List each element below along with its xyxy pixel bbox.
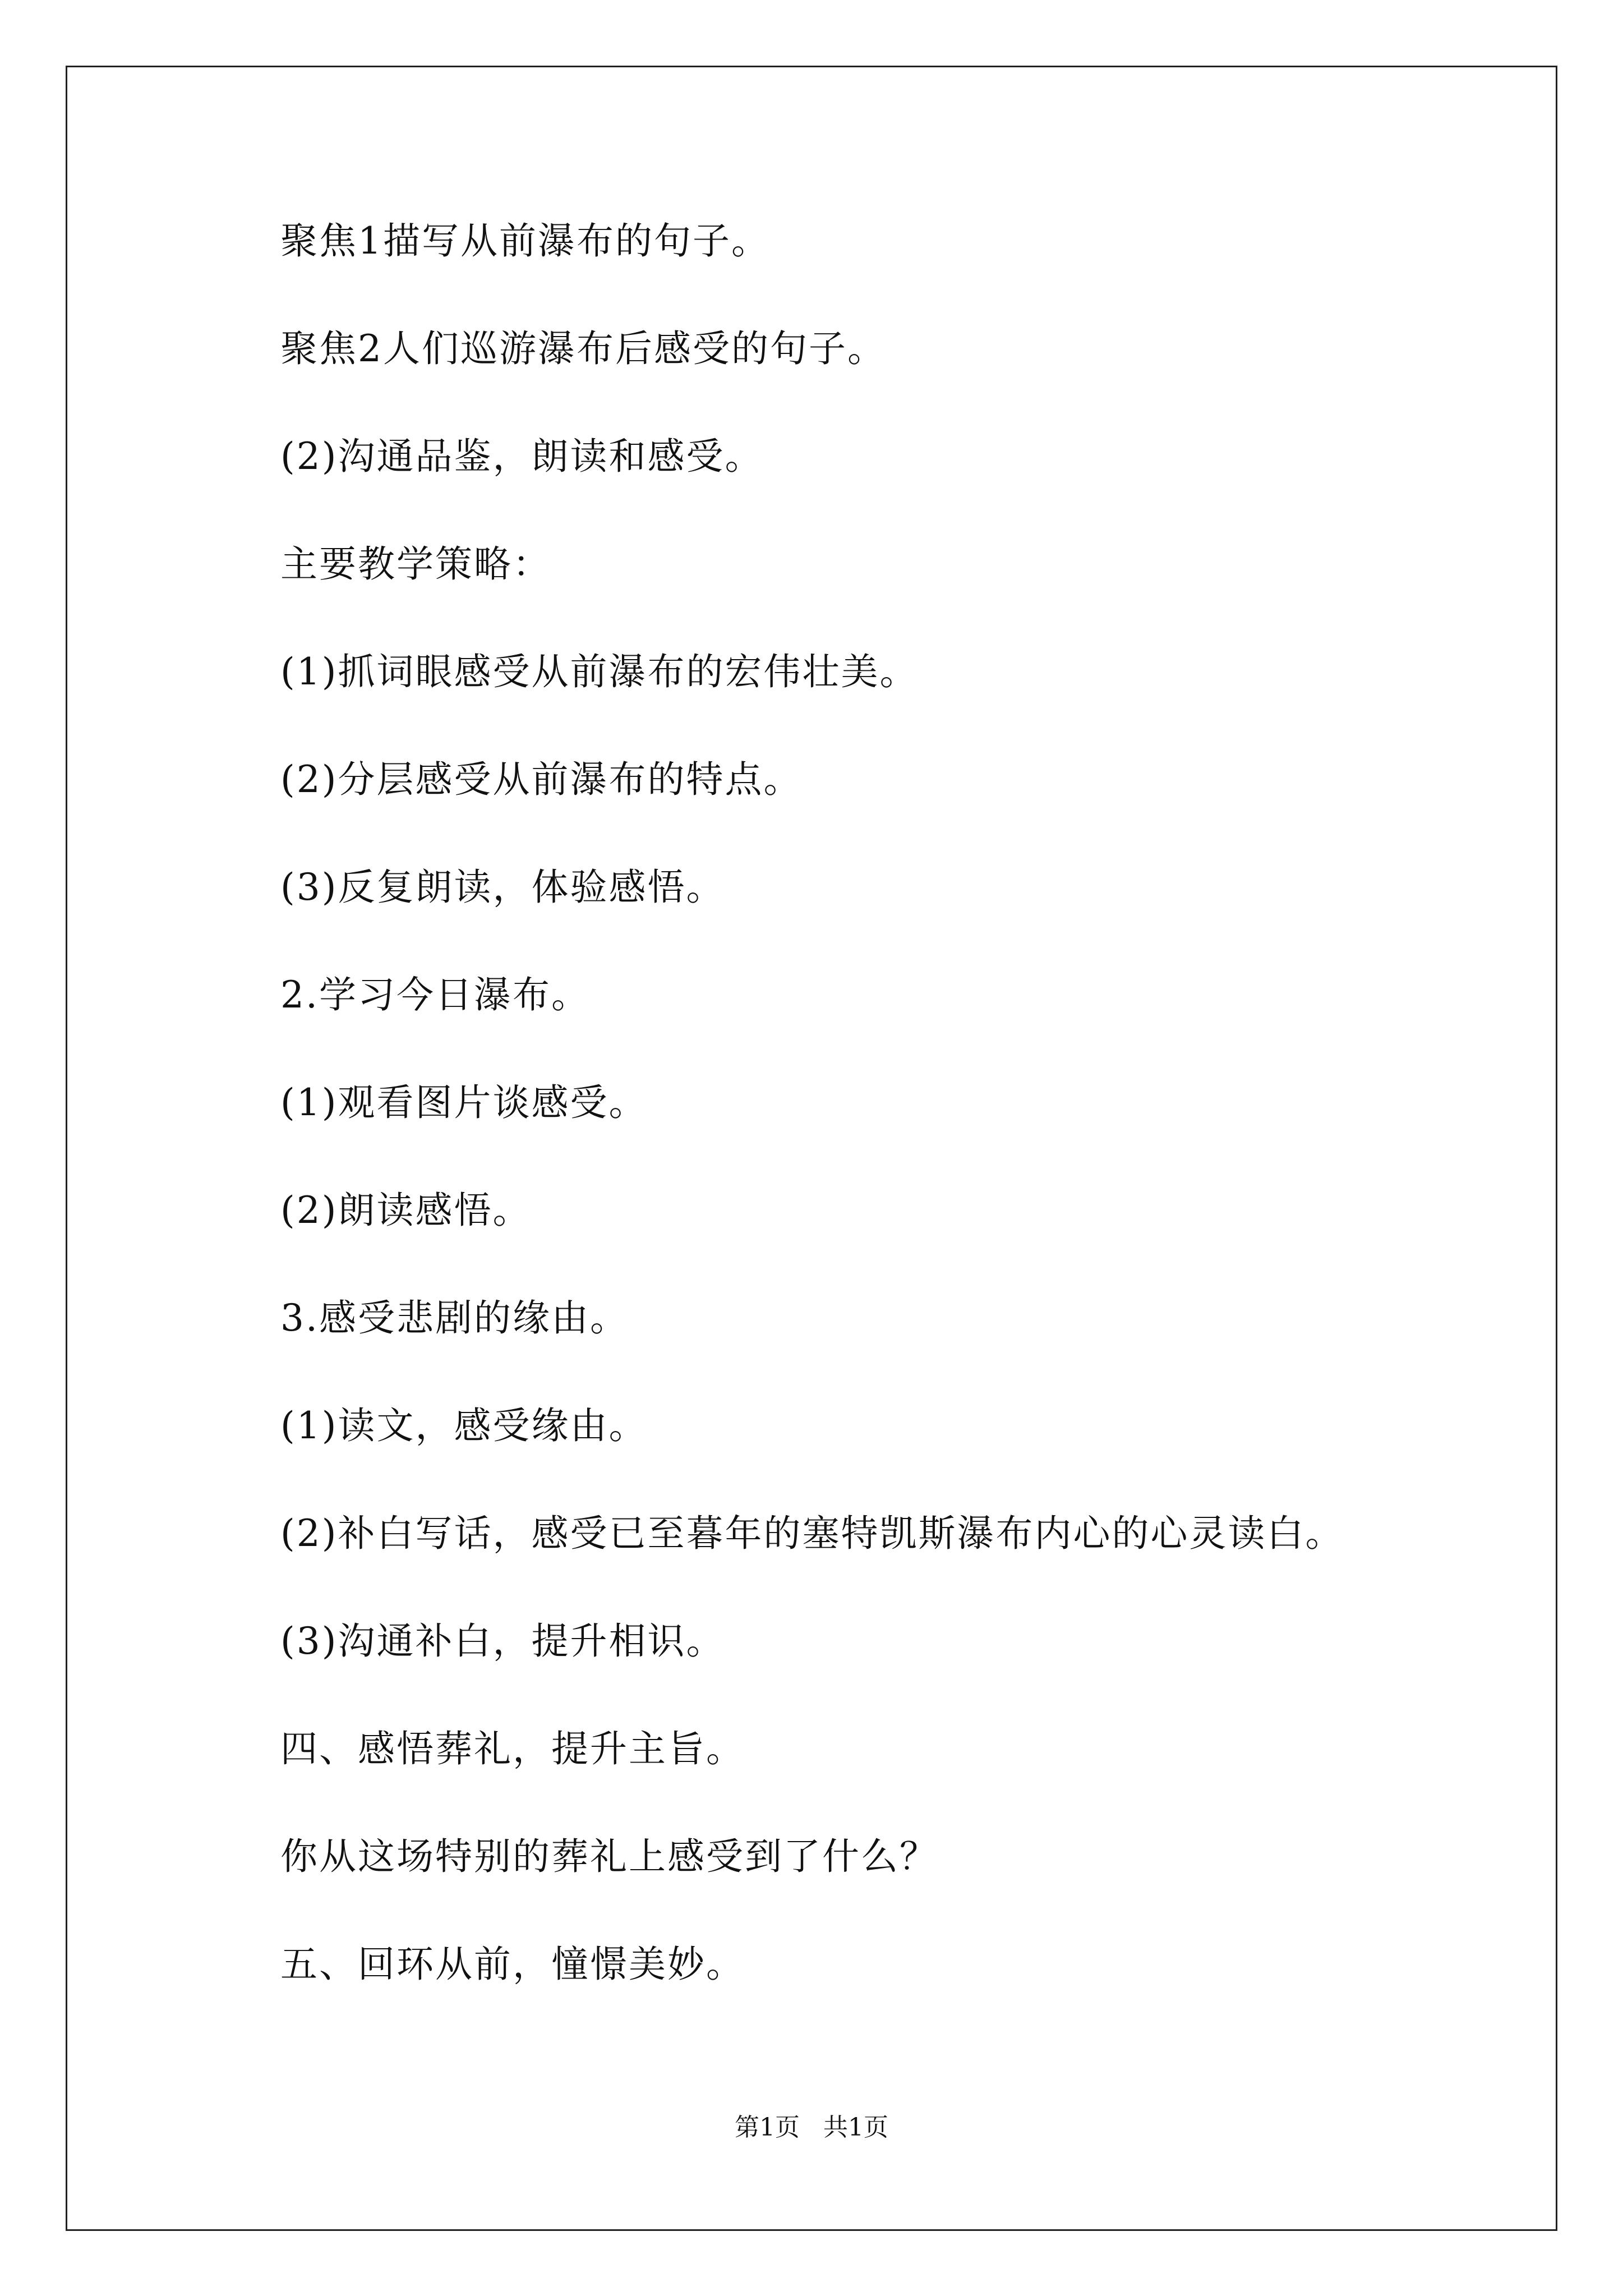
text-line: (3)反复朗读，体验感悟。 [280, 866, 725, 909]
page-number-footer: 第1页 共1页 [735, 2113, 888, 2142]
section-heading: 主要教学策略： [280, 542, 551, 586]
document-body [280, 219, 1514, 2050]
section-heading: 3.感受悲剧的缘由。 [280, 1296, 629, 1340]
text-line: (1)观看图片谈感受。 [280, 1081, 648, 1124]
section-heading: 四、感悟葬礼，提升主旨。 [280, 1727, 745, 1770]
text-line: (1)读文，感受缘由。 [280, 1404, 648, 1447]
text-line: (1)抓词眼感受从前瀑布的宏伟壮美。 [280, 650, 919, 693]
section-heading: 五、回环从前，憧憬美妙。 [280, 1943, 745, 1986]
text-line: 聚焦1描写从前瀑布的句子。 [280, 219, 770, 263]
text-line: 聚焦2人们巡游瀑布后感受的句子。 [280, 327, 886, 370]
text-line: (2)朗读感悟。 [280, 1189, 532, 1232]
text-line: (3)沟通补白，提升相识。 [280, 1619, 725, 1663]
text-line: (2)沟通品鉴，朗读和感受。 [280, 435, 764, 478]
text-line: (2)分层感受从前瀑布的特点。 [280, 758, 803, 801]
text-line: 你从这场特别的葬礼上感受到了什么？ [280, 1835, 938, 1878]
text-line: (2)补白写话，感受已至暮年的塞特凯斯瀑布内心的心灵读白。 [280, 1512, 1344, 1555]
section-heading: 2.学习今日瀑布。 [280, 973, 590, 1016]
